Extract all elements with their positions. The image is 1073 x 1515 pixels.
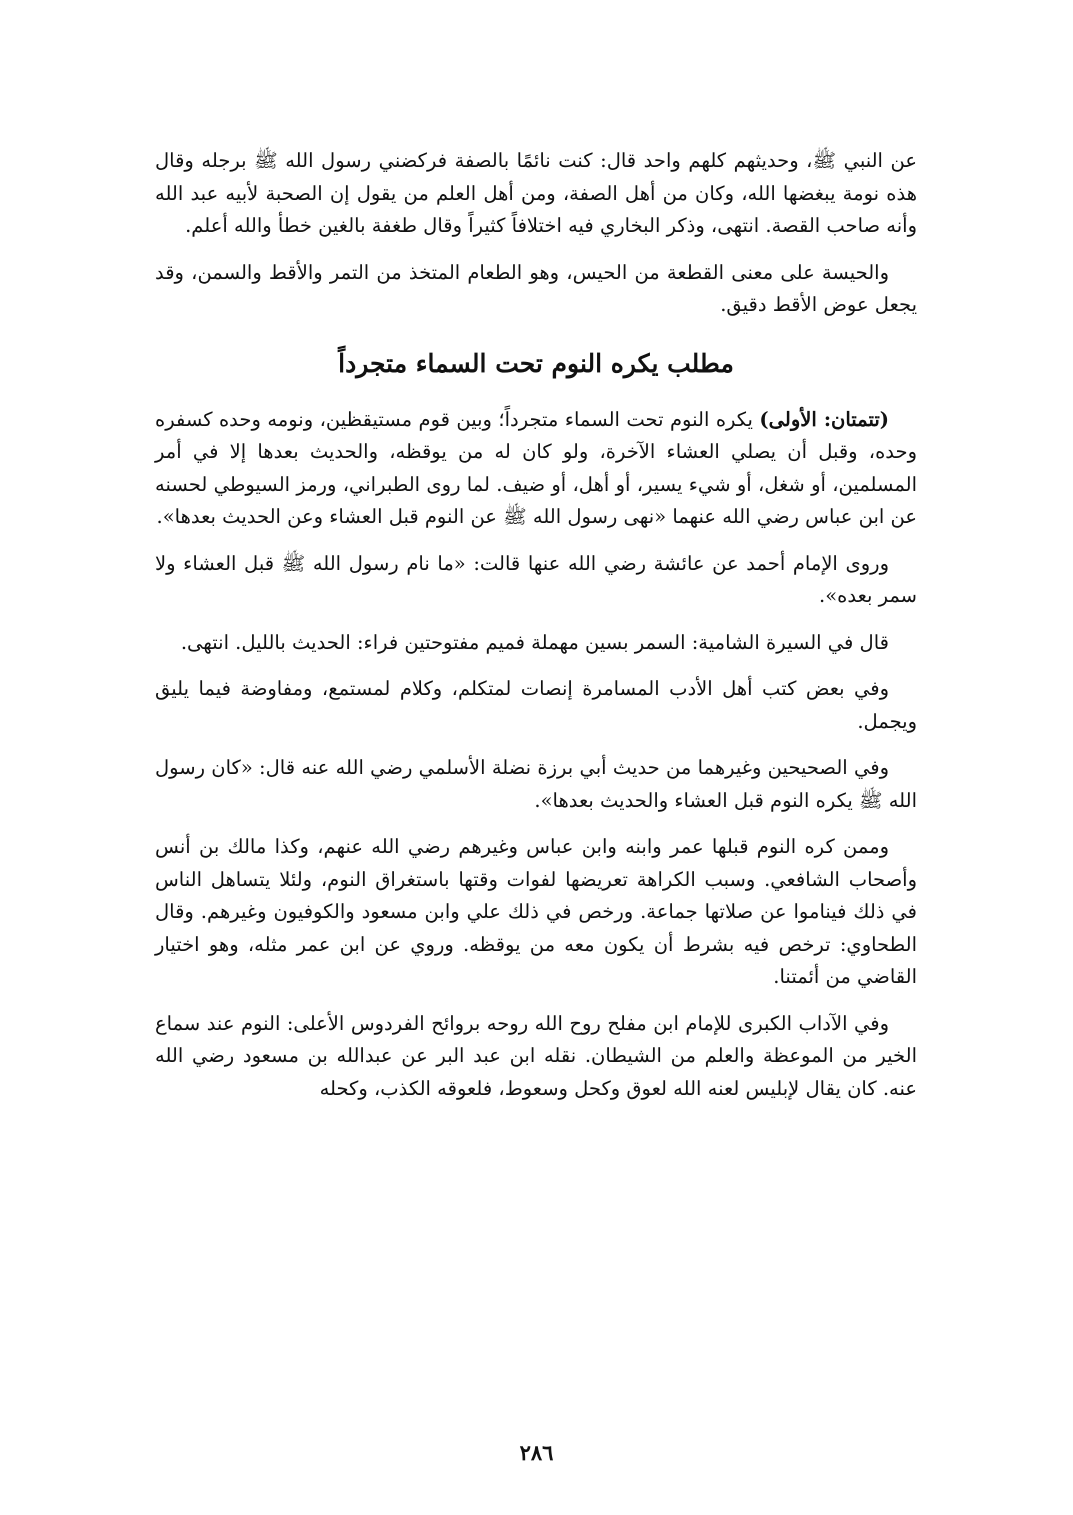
paragraph-5: قال في السيرة الشامية: السمر بسين مهملة فميم مفتوحتين فراء: الحديث بالليل. انتهى. bbox=[180, 630, 889, 654]
paragraph-7: وفي الصحيحين وغيرهما من حديث أبي برزة نضلة الأسلمي رضي الله عنه قال: «كان رسول الله ﷺ يكره النوم قبل العشاء والحديث بعدها». bbox=[155, 756, 917, 812]
paragraph-6: وفي بعض كتب أهل الأدب المسامرة إنصات لمتكلم، وكلام لمستمع، ومفاوضة فيما يليق ويجمل. bbox=[155, 677, 917, 733]
document-body bbox=[155, 145, 917, 1119]
paragraph-3-text: يكره النوم تحت السماء متجرداً؛ وبين قوم مستيقظين، ونومه وحده كسفره وحده، وقبل أن يصلي العشاء الآخرة، ولو كان له من يوقظه، والحديث بعدها إلا في أمر المسلمين، أو شغل، أو شيء يسير، أو أهل، أو ضيف. لما روى الطبراني، ورمز السيوطي لحسنه عن ابن عباس رضي الله عنهما «نهى رسول الله ﷺ عن النوم قبل العشاء وعن الحديث بعدها». bbox=[155, 407, 917, 528]
paragraph-9: وفي الآداب الكبرى للإمام ابن مفلح روح الله روحه بروائح الفردوس الأعلى: النوم عند سماع الخير من الموعظة والعلم من الشيطان. نقله ابن عبد البر عن عبدالله بن مسعود رضي الله عنه. كان يقال لإبليس لعنه الله لعوق وكحل وسعوط، فلعوقه الكذب، وكحله bbox=[155, 1011, 917, 1100]
paragraph-2: والحيسة على معنى القطعة من الحيس، وهو الطعام المتخذ من التمر والأقط والسمن، وقد يجعل عوض الأقط دقيق. bbox=[155, 260, 917, 316]
paragraph-8: وممن كره النوم قبلها عمر وابنه وابن عباس وغيرهم رضي الله عنهم، وكذا مالك بن أنس وأصحاب الشافعي. وسبب الكراهة تعريضها لفوات وقتها باستغراق النوم، ولئلا يتساهل الناس في ذلك فيناموا عن صلاتها جماعة. ورخص في ذلك علي وابن مسعود والكوفيون وغيرهم. وقال الطحاوي: ترخص فيه بشرط أن يكون معه من يوقظه. وروي عن ابن عمر مثله، وهو اختيار القاضي من أئمتنا. bbox=[155, 835, 917, 988]
section-heading: مطلب يكره النوم تحت السماء متجرداً bbox=[338, 348, 734, 378]
paragraph-1: عن النبي ﷺ، وحديثهم كلهم واحد قال: كنت نائمًا بالصفة فركضني رسول الله ﷺ برجله وقال هذه نومة يبغضها الله، وكان من أهل الصفة، ومن أهل العلم من يقول إن الصحبة لأبيه عبد الله وأنه صاحب القصة. انتهى، وذكر البخاري فيه اختلافاً كثيراً وقال طغفة بالغين خطأ والله أعلم. bbox=[155, 149, 917, 237]
paragraph-3 bbox=[155, 404, 917, 534]
paragraph-3-lead: (تتمتان: الأولى) bbox=[759, 407, 889, 431]
page-number: ٢٨٦ bbox=[519, 1440, 554, 1465]
paragraph-4: وروى الإمام أحمد عن عائشة رضي الله عنها قالت: «ما نام رسول الله ﷺ قبل العشاء ولا سمر بعده». bbox=[155, 551, 917, 607]
